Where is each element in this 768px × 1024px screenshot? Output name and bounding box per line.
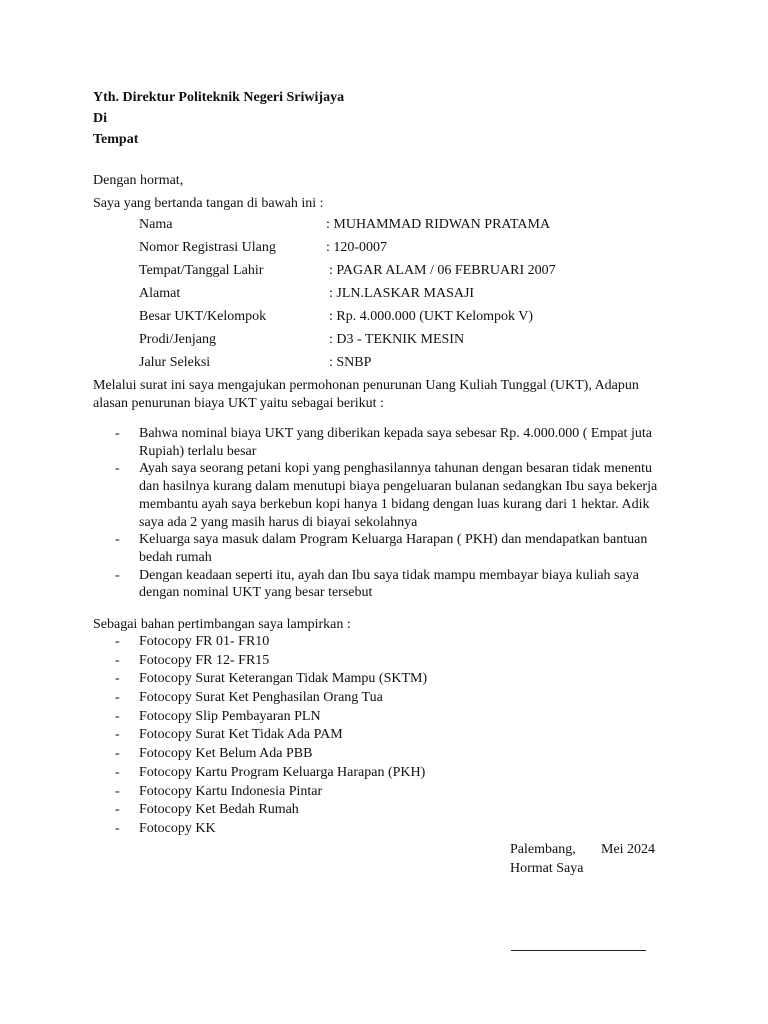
bullet-marker: - xyxy=(115,671,120,687)
bullet-marker: - xyxy=(115,634,120,649)
closing-city: Palembang, xyxy=(510,842,576,857)
attachment-text: Fotocopy FR 12- FR15 xyxy=(139,652,270,668)
field-label: Besar UKT/Kelompok xyxy=(139,309,267,324)
field-value: : Rp. 4.000.000 (UKT Kelompok V) xyxy=(329,309,534,324)
field-label: Jalur Seleksi xyxy=(139,355,211,370)
opening-block xyxy=(93,169,324,215)
recipient-place: Tempat xyxy=(93,132,139,147)
bullet-marker: - xyxy=(115,746,120,762)
reason-text: Bahwa nominal biaya UKT yang diberikan kepada saya sebesar Rp. 4.000.000 ( Empat juta Rupiah) terlalu besar xyxy=(139,426,652,459)
list-item xyxy=(115,801,427,820)
field-value: : 120-0007 xyxy=(326,240,388,255)
signature-block xyxy=(510,841,656,879)
closing-date: Mei 2024 xyxy=(601,842,656,857)
field-value: : PAGAR ALAM / 06 FEBRUARI 2007 xyxy=(329,263,556,278)
recipient-block xyxy=(93,87,344,150)
greeting: Dengan hormat, xyxy=(93,173,184,188)
attachment-text: Fotocopy Surat Ket Penghasilan Orang Tua xyxy=(139,690,383,706)
list-item xyxy=(115,633,427,652)
bullet-marker: - xyxy=(115,727,120,743)
field-label: Nama xyxy=(139,217,173,232)
attachments-list xyxy=(115,633,427,839)
body-paragraph: Melalui surat ini saya mengajukan permohonan penurunan Uang Kuliah Tunggal (UKT), Adapun alasan penurunan biaya UKT yaitu sebagai berikut : xyxy=(93,378,639,411)
list-item xyxy=(115,460,675,531)
attachment-text: Fotocopy Ket Belum Ada PBB xyxy=(139,746,313,762)
signature-line xyxy=(511,950,646,951)
reason-text: Dengan keadaan seperti itu, ayah dan Ibu saya tidak mampu membayar biaya kuliah saya dengan nominal UKT yang besar tersebut xyxy=(139,567,639,601)
bullet-marker: - xyxy=(115,567,120,583)
list-item xyxy=(115,689,427,708)
bullet-marker: - xyxy=(115,652,120,668)
field-label: Tempat/Tanggal Lahir xyxy=(139,263,264,278)
signer-intro: Saya yang bertanda tangan di bawah ini : xyxy=(93,196,324,211)
field-value: : SNBP xyxy=(329,355,372,370)
recipient-di: Di xyxy=(93,111,107,126)
bullet-marker: - xyxy=(115,532,120,548)
attachment-text: Fotocopy Slip Pembayaran PLN xyxy=(139,708,321,724)
sign-off: Hormat Saya xyxy=(510,861,584,876)
bullet-marker: - xyxy=(115,820,120,836)
bullet-marker: - xyxy=(115,461,120,477)
list-item xyxy=(115,708,427,727)
list-item xyxy=(115,820,427,839)
attachment-text: Fotocopy FR 01- FR10 xyxy=(139,634,270,649)
field-value: : JLN.LASKAR MASAJI xyxy=(329,286,475,301)
list-item xyxy=(115,670,427,689)
field-value: : D3 - TEKNIK MESIN xyxy=(329,332,465,347)
attachment-text: Fotocopy Ket Bedah Rumah xyxy=(139,802,299,818)
recipient-title: Yth. Direktur Politeknik Negeri Sriwijaya xyxy=(93,90,345,105)
place-date-row xyxy=(510,841,656,860)
attachment-text: Fotocopy Kartu Indonesia Pintar xyxy=(139,783,323,799)
attachment-text: Fotocopy KK xyxy=(139,820,216,836)
attachment-text: Fotocopy Kartu Program Keluarga Harapan (PKH) xyxy=(139,764,426,780)
reasons-list xyxy=(115,425,675,602)
field-value: : MUHAMMAD RIDWAN PRATAMA xyxy=(326,217,551,232)
list-item xyxy=(115,531,675,566)
bullet-marker: - xyxy=(115,426,120,441)
bullet-marker: - xyxy=(115,708,120,724)
list-item xyxy=(115,726,427,745)
reason-text: Keluarga saya masuk dalam Program Keluarga Harapan ( PKH) dan mendapatkan bantuan bedah rumah xyxy=(139,532,648,565)
list-item xyxy=(115,745,427,764)
attachment-text: Fotocopy Surat Keterangan Tidak Mampu (SKTM) xyxy=(139,671,428,687)
list-item xyxy=(115,652,427,671)
attachment-text: Fotocopy Surat Ket Tidak Ada PAM xyxy=(139,727,343,743)
list-item xyxy=(115,567,675,602)
bullet-marker: - xyxy=(115,783,120,799)
list-item xyxy=(115,783,427,802)
field-label: Nomor Registrasi Ulang xyxy=(139,240,276,255)
field-label: Alamat xyxy=(139,286,181,301)
bullet-marker: - xyxy=(115,802,120,818)
attachments-intro: Sebagai bahan pertimbangan saya lampirkan : xyxy=(93,617,351,632)
bullet-marker: - xyxy=(115,764,120,780)
bullet-marker: - xyxy=(115,690,120,706)
list-item xyxy=(115,425,675,460)
reason-text: Ayah saya seorang petani kopi yang penghasilannya tahunan dengan besaran tidak menentu dan hasilnya kurang dalam menutupi biaya pengeluaran bulanan sedangkan Ibu saya bekerja membantu ayah saya berkebun kopi hanya 1 bidang dengan luas kurang dari 1 hektar. Adik saya ada 2 yang masih harus di biayai sekolahnya xyxy=(139,461,658,530)
field-label: Prodi/Jenjang xyxy=(139,332,216,347)
list-item xyxy=(115,764,427,783)
